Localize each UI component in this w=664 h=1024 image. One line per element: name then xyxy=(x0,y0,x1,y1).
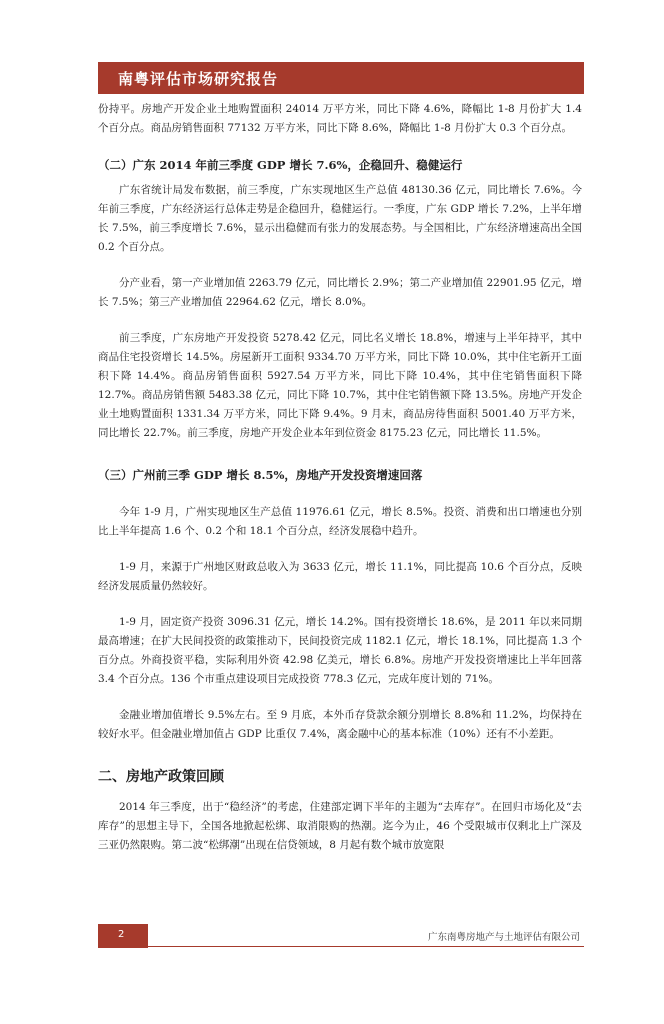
footer-divider xyxy=(148,946,584,947)
chapter-heading: 二、房地产政策回顾 xyxy=(98,769,224,785)
paragraph: 分产业看，第一产业增加值 2263.79 亿元，同比增长 2.9%；第二产业增加值 22901.95 亿元，增长 7.5%；第三产业增加值 22964.62 亿元，增长 8.0%。 xyxy=(98,277,582,308)
paragraph: 今年 1-9 月，广州实现地区生产总值 11976.61 亿元，增长 8.5%。投资、消费和出口增速也分别比上半年提高 1.6 个、0.2 个和 18.1 个百分点，经济发展稳中趋升。 xyxy=(98,506,582,537)
document-body xyxy=(98,100,582,855)
paragraph: 1-9 月，来源于广州地区财政总收入为 3633 亿元，增长 11.1%，同比提高 10.6 个百分点，反映经济发展质量仍然较好。 xyxy=(98,561,582,592)
paragraph: 金融业增加值增长 9.5%左右。至 9 月底，本外币存贷款余额分别增长 8.8%和 11.2%，均保持在较好水平。但金融业增加值占 GDP 比重仅 7.4%，离金融中心的基本标准（10%）还有不小差距。 xyxy=(98,709,582,740)
report-title: 南粤评估市场研究报告 xyxy=(118,70,279,88)
page-number: 2 xyxy=(118,929,125,940)
paragraph: 份持平。房地产开发企业土地购置面积 24014 万平方米，同比下降 4.6%，降幅比 1-8 月份扩大 1.4 个百分点。商品房销售面积 77132 万平方米，同比下降 8.6%，降幅比 1-8 月份扩大 0.3 个百分点。 xyxy=(98,103,582,134)
section-heading: （三）广州前三季 GDP 增长 8.5%，房地产开发投资增速回落 xyxy=(98,468,423,482)
footer-company: 广东南粤房地产与土地评估有限公司 xyxy=(427,932,580,943)
paragraph: 2014 年三季度，出于“稳经济”的考虑，住建部定调下半年的主题为“去库存”。在回归市场化及“去库存”的思想主导下，全国各地掀起松绑、取消限购的热潮。迄今为止，46 个受限城市仅剩北上广深及三亚仍然限购。第二波“松绑潮”出现在信贷领域，8 月起有数个城市放宽限 xyxy=(98,801,582,851)
section-heading: （二）广东 2014 年前三季度 GDP 增长 7.6%，企稳回升、稳健运行 xyxy=(98,158,463,172)
paragraph: 广东省统计局发布数据，前三季度，广东实现地区生产总值 48130.36 亿元，同比增长 7.6%。今年前三季度，广东经济运行总体走势是企稳回升，稳健运行。一季度，广东 GDP 增长 7.2%，上半年增长 7.5%，前三季度增长 7.6%，显示出稳健而有张力的发展态势。与全国相比，广东经济增速高出全国 0.2 个百分点。 xyxy=(98,184,582,253)
paragraph: 前三季度，广东房地产开发投资 5278.42 亿元，同比名义增长 18.8%，增速与上半年持平，其中商品住宅投资增长 14.5%。房屋新开工面积 9334.70 万平方米，同比下降 10.0%，其中住宅新开工面积下降 14.4%。商品房销售面积 5927.54 万平方米，同比下降 10.4%，其中住宅销售面积下降 12.7%。商品房销售额 5483.38 亿元，同比下降 10.7%，其中住宅销售额下降 13.5%。房地产开发企业土地购置面积 1331.34 万平方米，同比下降 9.4%。9 月末，商品房待售面积 5001.40 万平方米，同比增长 22.7%。前三季度，房地产开发企业本年到位资金 8175.23 亿元，同比增长 11.5%。 xyxy=(98,332,582,439)
paragraph: 1-9 月，固定资产投资 3096.31 亿元，增长 14.2%。国有投资增长 18.6%，是 2011 年以来同期最高增速；在扩大民间投资的政策推动下，民间投资完成 1182.1 亿元，增长 18.1%，同比提高 1.3 个百分点。外商投资平稳，实际利用外资 42.98 亿美元，增长 6.8%。房地产开发投资增速比上半年回落 3.4 个百分点。136 个市重点建设项目完成投资 778.3 亿元，完成年度计划的 71%。 xyxy=(98,616,582,685)
